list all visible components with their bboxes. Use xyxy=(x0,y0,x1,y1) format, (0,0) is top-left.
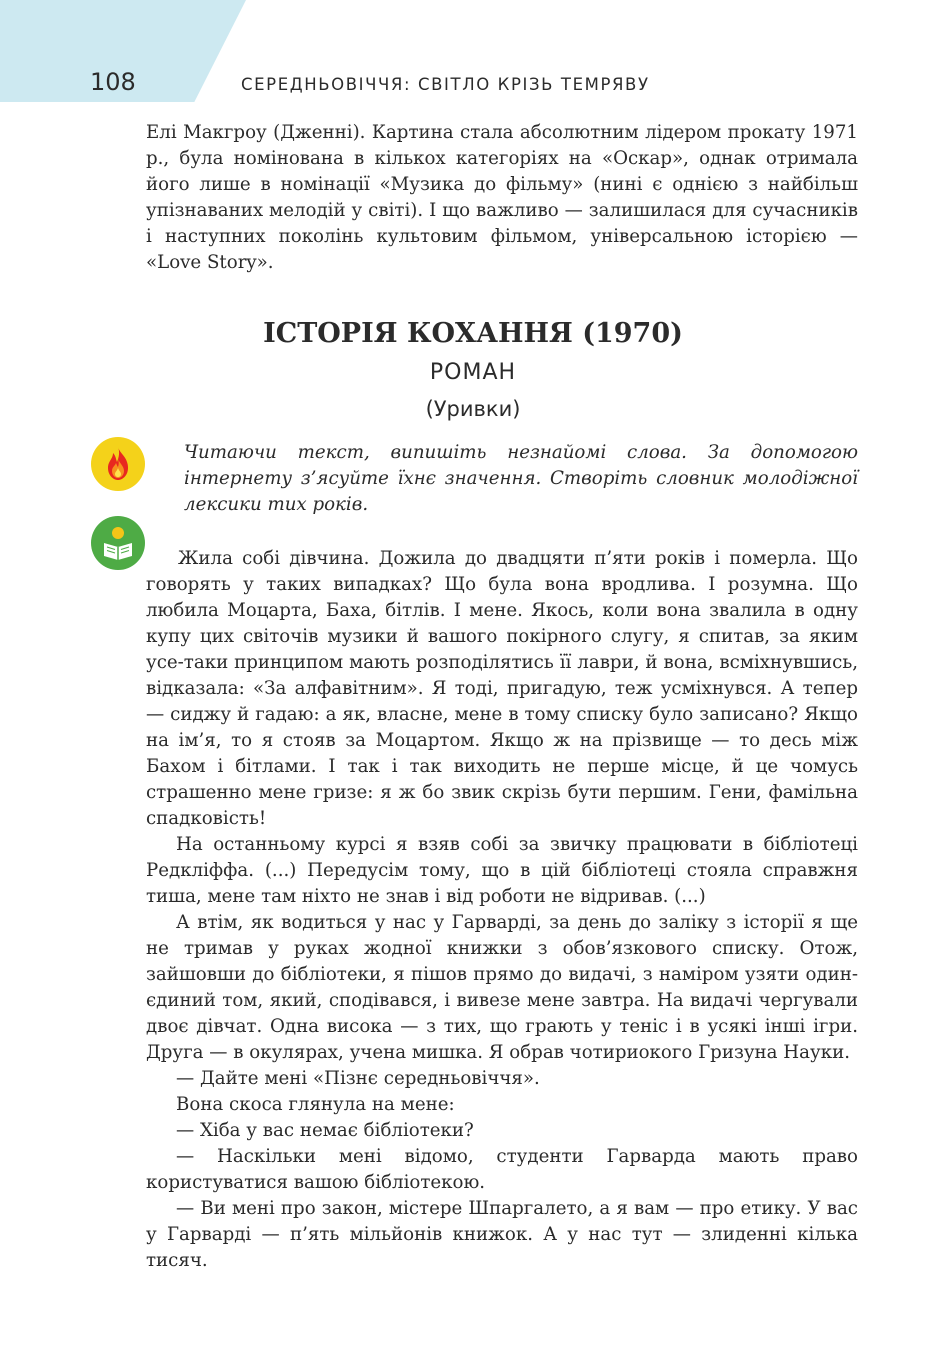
intro-section xyxy=(146,120,858,276)
dialogue-line: — Хіба у вас немає бібліотеки? xyxy=(176,1120,474,1141)
dialogue-line: — Наскільки мені відомо, студенти Гарварда мають право користуватися вашою бібліотекою. xyxy=(146,1146,858,1193)
reading-paragraph: На останньому курсі я взяв собі за звичку працювати в бібліотеці Редкліффа. (...) Передусім тому, що в цій бібліотеці стояла справжня тиша, мене там ніхто не знав і від роботи не відривав. (...) xyxy=(146,834,858,907)
work-title: ІСТОРІЯ КОХАННЯ (1970) xyxy=(263,318,683,349)
reading-paragraph: А втім, як водиться у нас у Гарварді, за день до заліку з історії я ще не тримав у руках жодної книжки з обов’язкового списку. Отож, зайшовши до бібліотеки, я пішов прямо до видачі, з наміром узяти один-єдиний том, який, сподівався, і вивезе мене завтра. На видачі чергували двоє дівчат. Одна висока — з тих, що грають у теніс і в усякі інші ігри. Друга — в окулярах, учена мишка. Я обрав чотириокого Гризуна Науки. xyxy=(146,912,858,1063)
page-number: 108 xyxy=(90,68,136,96)
reading-paragraph: Вона скоса глянула на мене: xyxy=(176,1094,455,1115)
reading-text xyxy=(146,546,858,1274)
fire-icon xyxy=(91,437,145,491)
work-genre: РОМАН xyxy=(429,360,517,385)
reading-paragraph: Жила собі дівчина. Дожила до двадцяти п’яти років і померла. Що говорять у таких випадках? Що була вона вродлива. І розумна. Що любила Моцарта, Баха, бітлів. І мене. Якось, коли вона звалила в одну купу цих світочів музики й вашого покірного слугу, я спитав, за яким усе-таки принципом мають розподілятись її лаври, й вона, всміхнувшись, відказала: «За алфавітним». Я тоді, пригадую, теж усміхнувся. А тепер — сиджу й гадаю: а як, власне, мене в тому списку було записано? Якщо на ім’я, то я стояв за Моцартом. Якщо ж на прізвище — то десь між Бахом і бітлами. І так і так виходить не перше місце, й це чомусь страшенно мене гризе: я ж бо звик скрізь бути першим. Гени, фамільна спадковість! xyxy=(146,548,858,829)
excerpt-note: (Уривки) xyxy=(425,397,521,421)
task-text: Читаючи текст, випишіть незнайомі слова. За допомогою інтернету з’ясуйте їхнє значення. Створіть словник молодіжної лексики тих років. xyxy=(184,442,858,515)
dialogue-line: — Ви мені про закон, містере Шпаргалето, а я вам — про етику. У вас у Гарварді — п’ять мільйонів книжок. А у нас тут — злиденні кілька тисяч. xyxy=(146,1198,858,1271)
intro-paragraph: Елі Макгроу (Дженні). Картина стала абсолютним лідером прокату 1971 р., була номінована в кількох категоріях на «Оскар», однак отримала його лише в номінації «Музика до фільму» (нині є однією з найбільш упізнаваних мелодій у світі). І що важливо — залишилася для сучасників і наступних поколінь культовим фільмом, універсальною історією — «Love Story». xyxy=(146,122,858,273)
running-title: СЕРЕДНЬОВІЧЧЯ: СВІТЛО КРІЗЬ ТЕМРЯВУ xyxy=(241,75,650,94)
reader-book-icon xyxy=(91,516,145,570)
dialogue-line: — Дайте мені «Пізнє середньовіччя». xyxy=(176,1068,540,1089)
